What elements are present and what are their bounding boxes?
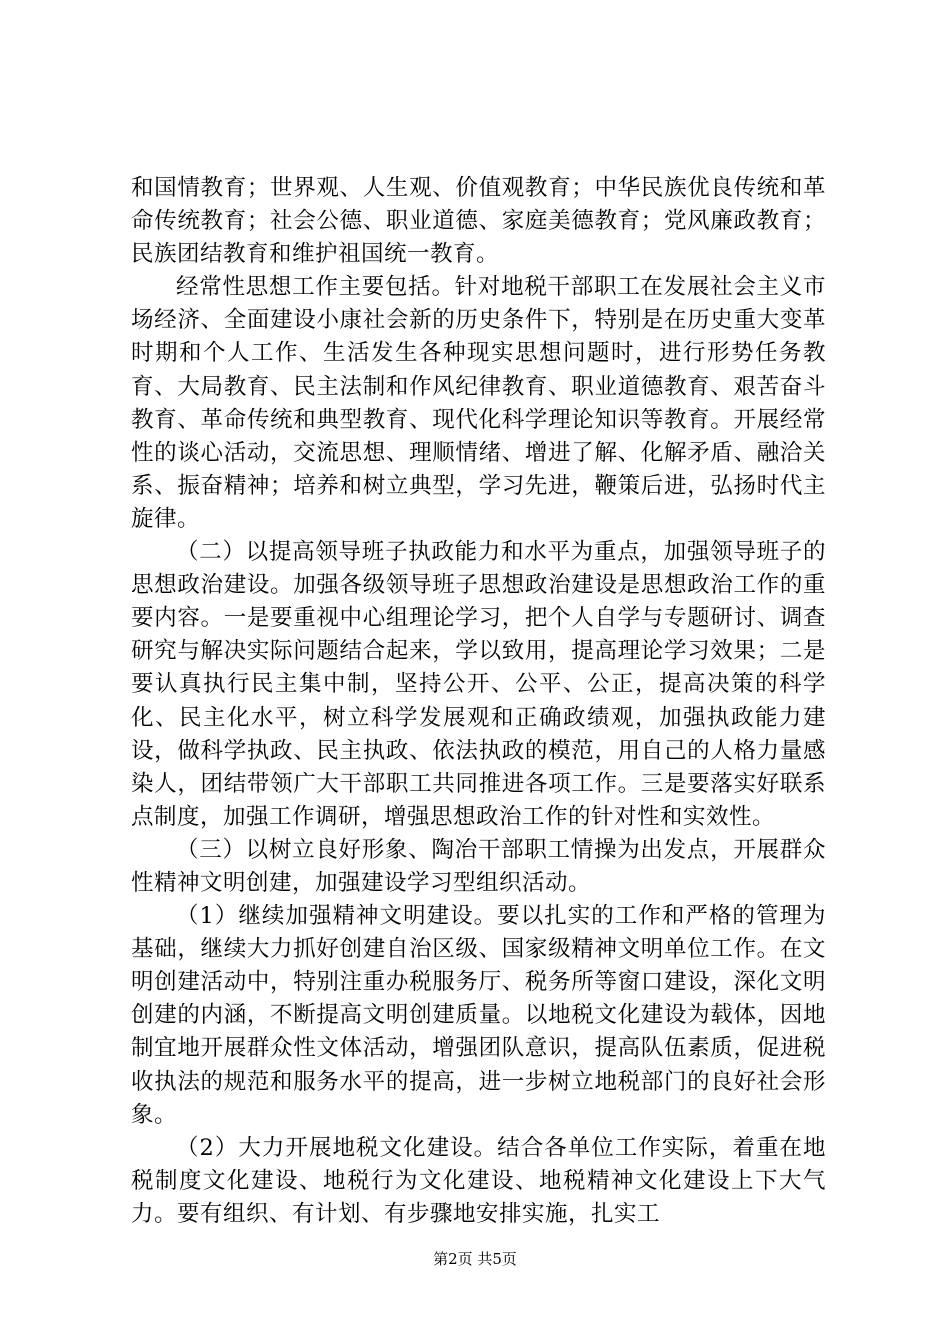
paragraph-2: 经常性思想工作主要包括。针对地税干部职工在发展社会主义市场经济、全面建设小康社会新的历史条件下，特别是在历史重大变革时期和个人工作、生活发生各种现实思想问题时，进行形势任务教育、大局教育、民主法制和作风纪律教育、职业道德教育、艰苦奋斗教育、革命传统和典型教育、现代化科学理论知识等教育。开展经常性的谈心活动，交流思想、理顺情绪、增进了解、化解矛盾、融洽关系、振奋精神；培养和树立典型，学习先进，鞭策后进，弘扬时代主旋律。 [131, 274, 826, 532]
paragraph-6: （2）大力开展地税文化建设。结合各单位工作实际，着重在地税制度文化建设、地税行为文化建设、地税精神文化建设上下大气力。要有组织、有计划、有步骤地安排实施，扎实工 [131, 1134, 826, 1227]
paragraph-5: （1）继续加强精神文明建设。要以扎实的工作和严格的管理为基础，继续大力抓好创建自治区级、国家级精神文明单位工作。在文明创建活动中，特别注重办税服务厅、税务所等窗口建设，深化文明创建的内涵，不断提高文明创建质量。以地税文化建设为载体，因地制宜地开展群众性文体活动，增强团队意识，提高队伍素质，促进税收执法的规范和服务水平的提高，进一步树立地税部门的良好社会形象。 [131, 903, 826, 1128]
document-body [131, 172, 826, 1231]
paragraph-4: （三）以树立良好形象、陶冶干部职工情操为出发点，开展群众性精神文明创建，加强建设学习型组织活动。 [131, 836, 826, 896]
paragraph-3: （二）以提高领导班子执政能力和水平为重点，加强领导班子的思想政治建设。加强各级领导班子思想政治建设是思想政治工作的重要内容。一是要重视中心组理论学习，把个人自学与专题研讨、调查研究与解决实际问题结合起来，学以致用，提高理论学习效果；二是要认真执行民主集中制，坚持公开、公平、公正，提高决策的科学化、民主化水平，树立科学发展观和正确政绩观，加强执政能力建设，做科学执政、民主执政、依法执政的模范，用自己的人格力量感染人，团结带领广大干部职工共同推进各项工作。三是要落实好联系点制度，加强工作调研，增强思想政治工作的针对性和实效性。 [131, 539, 826, 830]
paragraph-1: 和国情教育；世界观、人生观、价值观教育；中华民族优良传统和革命传统教育；社会公德、职业道德、家庭美德教育；党风廉政教育；民族团结教育和维护祖国统一教育。 [131, 175, 826, 268]
page-number-footer: 第2页 共5页 [433, 1250, 517, 1268]
